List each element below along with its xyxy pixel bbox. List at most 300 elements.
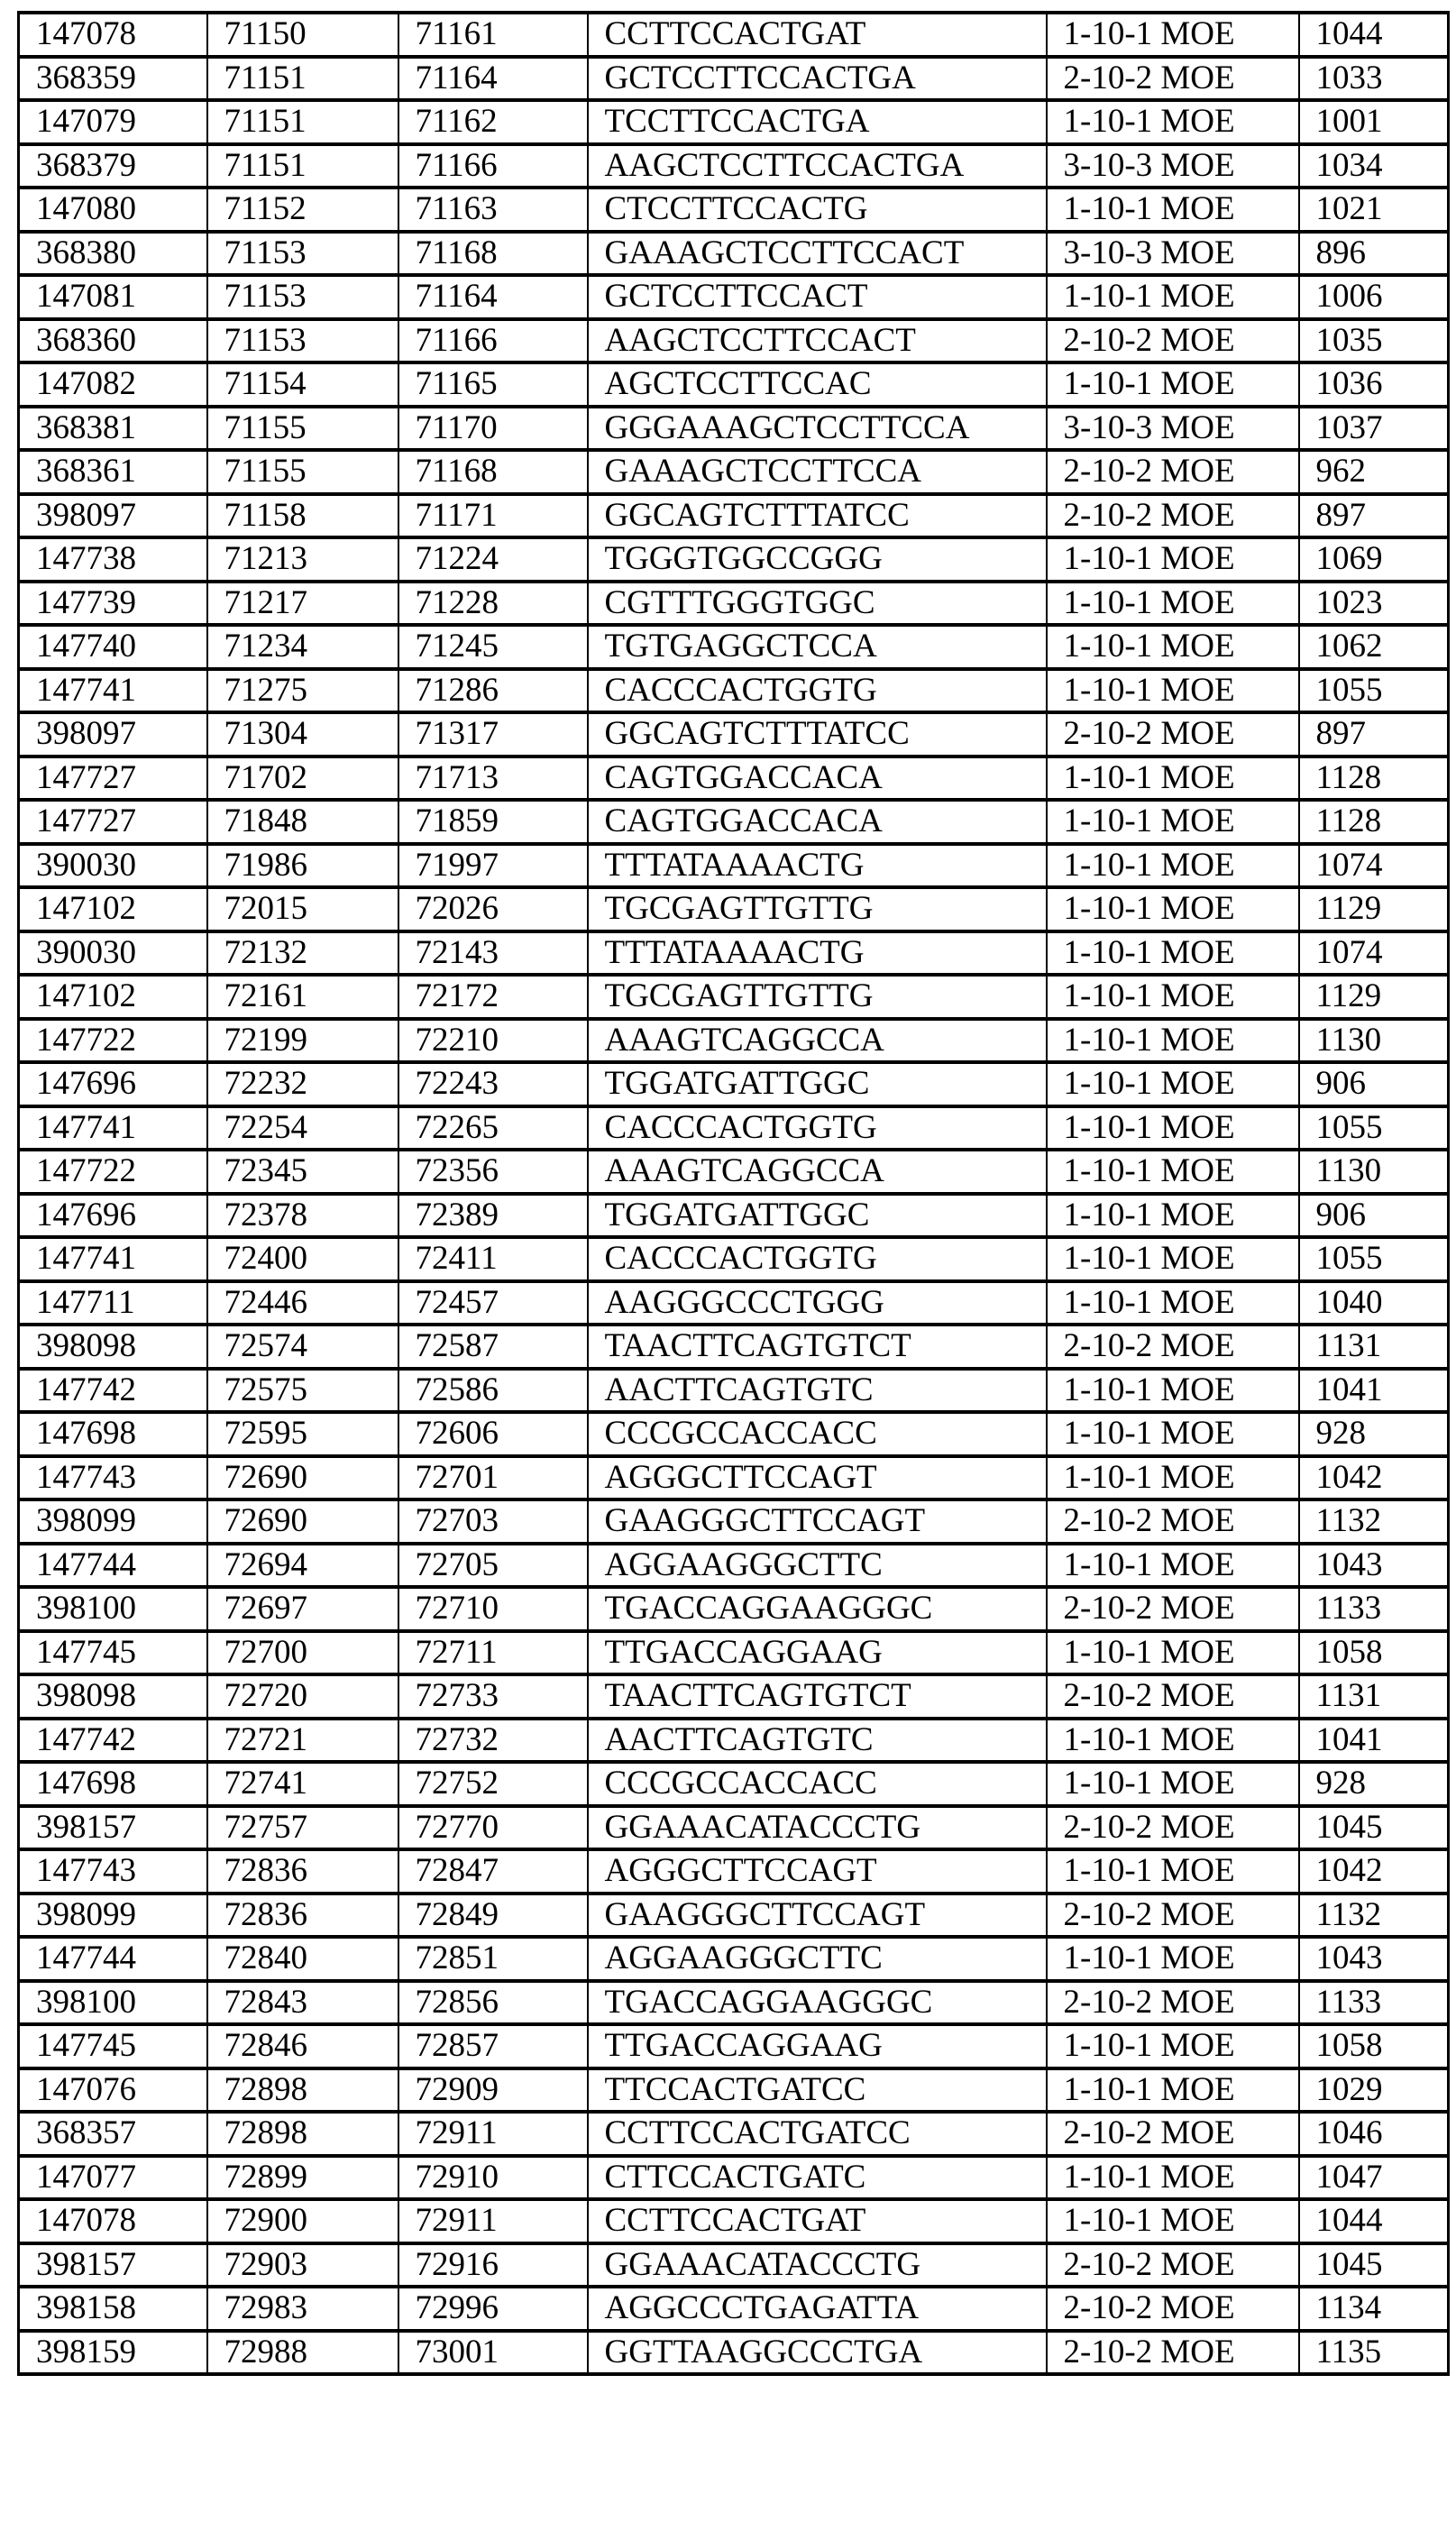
target-start-cell: 72721 — [207, 1719, 398, 1763]
seq-id-cell: 1046 — [1299, 2112, 1449, 2156]
target-stop-cell: 72265 — [398, 1106, 588, 1151]
chemistry-cell: 1-10-1 MOE — [1047, 2199, 1299, 2243]
target-stop-cell: 71170 — [398, 407, 588, 451]
sequence-cell: GCTCCTTCCACT — [588, 275, 1047, 319]
target-stop-cell: 71165 — [398, 362, 588, 407]
chemistry-cell: 2-10-2 MOE — [1047, 2112, 1299, 2156]
target-start-cell: 72899 — [207, 2156, 398, 2200]
isis-no-cell: 147078 — [19, 13, 207, 57]
sequence-cell: GAAAGCTCCTTCCACT — [588, 232, 1047, 276]
seq-id-cell: 1130 — [1299, 1150, 1449, 1194]
target-start-cell: 72700 — [207, 1631, 398, 1675]
chemistry-cell: 1-10-1 MOE — [1047, 2024, 1299, 2068]
sequence-cell: GAAGGGCTTCCAGT — [588, 1499, 1047, 1544]
sequence-cell: AGGCCCTGAGATTA — [588, 2287, 1047, 2331]
table-row — [19, 2287, 1449, 2331]
sequence-cell: CTCCTTCCACTG — [588, 188, 1047, 232]
chemistry-cell: 1-10-1 MOE — [1047, 362, 1299, 407]
target-start-cell: 72840 — [207, 1937, 398, 1981]
table-row — [19, 1237, 1449, 1281]
target-start-cell: 71155 — [207, 407, 398, 451]
seq-id-cell: 1042 — [1299, 1456, 1449, 1500]
table-row — [19, 712, 1449, 757]
isis-no-cell: 398097 — [19, 712, 207, 757]
seq-id-cell: 1074 — [1299, 844, 1449, 888]
target-stop-cell: 72705 — [398, 1544, 588, 1588]
target-start-cell: 71151 — [207, 144, 398, 188]
table-row — [19, 931, 1449, 976]
seq-id-cell: 1069 — [1299, 537, 1449, 582]
target-start-cell: 72446 — [207, 1281, 398, 1325]
target-start-cell: 72690 — [207, 1456, 398, 1500]
isis-no-cell: 147722 — [19, 1150, 207, 1194]
table-row — [19, 975, 1449, 1019]
seq-id-cell: 1058 — [1299, 1631, 1449, 1675]
seq-id-cell: 928 — [1299, 1412, 1449, 1456]
seq-id-cell: 1133 — [1299, 1587, 1449, 1631]
target-stop-cell: 71224 — [398, 537, 588, 582]
sequence-cell: GCTCCTTCCACTGA — [588, 57, 1047, 101]
target-start-cell: 71153 — [207, 232, 398, 276]
seq-id-cell: 1045 — [1299, 2243, 1449, 2288]
target-start-cell: 72690 — [207, 1499, 398, 1544]
isis-no-cell: 398097 — [19, 494, 207, 538]
chemistry-cell: 1-10-1 MOE — [1047, 1369, 1299, 1413]
sequence-cell: AACTTCAGTGTC — [588, 1369, 1047, 1413]
target-start-cell: 71848 — [207, 800, 398, 844]
sequence-cell: TTTATAAAACTG — [588, 931, 1047, 976]
table-row — [19, 625, 1449, 669]
target-stop-cell: 72701 — [398, 1456, 588, 1500]
chemistry-cell: 2-10-2 MOE — [1047, 1325, 1299, 1369]
target-start-cell: 72015 — [207, 887, 398, 931]
chemistry-cell: 1-10-1 MOE — [1047, 1106, 1299, 1151]
table-row — [19, 1806, 1449, 1850]
sequence-table — [17, 11, 1450, 2376]
target-stop-cell: 72210 — [398, 1019, 588, 1063]
isis-no-cell: 368379 — [19, 144, 207, 188]
target-start-cell: 71151 — [207, 57, 398, 101]
target-stop-cell: 71228 — [398, 582, 588, 626]
isis-no-cell: 147743 — [19, 1456, 207, 1500]
target-stop-cell: 71164 — [398, 57, 588, 101]
chemistry-cell: 1-10-1 MOE — [1047, 1937, 1299, 1981]
target-stop-cell: 72856 — [398, 1981, 588, 2025]
target-start-cell: 72254 — [207, 1106, 398, 1151]
seq-id-cell: 1023 — [1299, 582, 1449, 626]
isis-no-cell: 368381 — [19, 407, 207, 451]
target-stop-cell: 72172 — [398, 975, 588, 1019]
sequence-cell: TAACTTCAGTGTCT — [588, 1325, 1047, 1369]
chemistry-cell: 1-10-1 MOE — [1047, 100, 1299, 144]
chemistry-cell: 1-10-1 MOE — [1047, 669, 1299, 713]
sequence-cell: TGGATGATTGGC — [588, 1062, 1047, 1106]
table-row — [19, 13, 1449, 57]
seq-id-cell: 1037 — [1299, 407, 1449, 451]
chemistry-cell: 1-10-1 MOE — [1047, 1762, 1299, 1806]
chemistry-cell: 1-10-1 MOE — [1047, 275, 1299, 319]
table-row — [19, 319, 1449, 363]
seq-id-cell: 1040 — [1299, 1281, 1449, 1325]
target-stop-cell: 72770 — [398, 1806, 588, 1850]
sequence-cell: CTTCCACTGATC — [588, 2156, 1047, 2200]
seq-id-cell: 1044 — [1299, 13, 1449, 57]
sequence-cell: TTCCACTGATCC — [588, 2068, 1047, 2113]
target-stop-cell: 73001 — [398, 2331, 588, 2375]
sequence-cell: TTGACCAGGAAG — [588, 2024, 1047, 2068]
table-row — [19, 2156, 1449, 2200]
target-stop-cell: 71713 — [398, 757, 588, 801]
sequence-cell: CACCCACTGGTG — [588, 669, 1047, 713]
target-start-cell: 72741 — [207, 1762, 398, 1806]
target-stop-cell: 71317 — [398, 712, 588, 757]
sequence-cell: CCTTCCACTGAT — [588, 2199, 1047, 2243]
chemistry-cell: 1-10-1 MOE — [1047, 1631, 1299, 1675]
target-start-cell: 71986 — [207, 844, 398, 888]
seq-id-cell: 897 — [1299, 712, 1449, 757]
target-start-cell: 71234 — [207, 625, 398, 669]
target-stop-cell: 71859 — [398, 800, 588, 844]
sequence-cell: AGGAAGGGCTTC — [588, 1544, 1047, 1588]
isis-no-cell: 147743 — [19, 1849, 207, 1894]
chemistry-cell: 2-10-2 MOE — [1047, 1894, 1299, 1938]
target-stop-cell: 72847 — [398, 1849, 588, 1894]
chemistry-cell: 1-10-1 MOE — [1047, 582, 1299, 626]
sequence-cell: TGGATGATTGGC — [588, 1194, 1047, 1238]
isis-no-cell: 398099 — [19, 1499, 207, 1544]
target-start-cell: 72132 — [207, 931, 398, 976]
sequence-cell: GGCAGTCTTTATCC — [588, 494, 1047, 538]
chemistry-cell: 2-10-2 MOE — [1047, 494, 1299, 538]
target-start-cell: 72378 — [207, 1194, 398, 1238]
target-stop-cell: 72910 — [398, 2156, 588, 2200]
chemistry-cell: 2-10-2 MOE — [1047, 2287, 1299, 2331]
isis-no-cell: 398100 — [19, 1981, 207, 2025]
chemistry-cell: 2-10-2 MOE — [1047, 1499, 1299, 1544]
chemistry-cell: 1-10-1 MOE — [1047, 1062, 1299, 1106]
sequence-cell: CGTTTGGGTGGC — [588, 582, 1047, 626]
target-stop-cell: 72732 — [398, 1719, 588, 1763]
isis-no-cell: 147722 — [19, 1019, 207, 1063]
target-stop-cell: 72587 — [398, 1325, 588, 1369]
table-row — [19, 1981, 1449, 2025]
table-row — [19, 1719, 1449, 1763]
target-start-cell: 72574 — [207, 1325, 398, 1369]
sequence-cell: TTGACCAGGAAG — [588, 1631, 1047, 1675]
isis-no-cell: 398098 — [19, 1674, 207, 1719]
seq-id-cell: 1021 — [1299, 188, 1449, 232]
table-row — [19, 1894, 1449, 1938]
target-stop-cell: 71168 — [398, 232, 588, 276]
table-row — [19, 1456, 1449, 1500]
chemistry-cell: 2-10-2 MOE — [1047, 1587, 1299, 1631]
seq-id-cell: 1055 — [1299, 1106, 1449, 1151]
target-stop-cell: 72916 — [398, 2243, 588, 2288]
target-start-cell: 72697 — [207, 1587, 398, 1631]
sequence-cell: GAAAGCTCCTTCCA — [588, 450, 1047, 494]
target-stop-cell: 71286 — [398, 669, 588, 713]
table-row — [19, 407, 1449, 451]
chemistry-cell: 1-10-1 MOE — [1047, 2068, 1299, 2113]
table-row — [19, 1194, 1449, 1238]
isis-no-cell: 147744 — [19, 1937, 207, 1981]
table-row — [19, 1674, 1449, 1719]
chemistry-cell: 2-10-2 MOE — [1047, 2243, 1299, 2288]
isis-no-cell: 147740 — [19, 625, 207, 669]
target-stop-cell: 72911 — [398, 2112, 588, 2156]
seq-id-cell: 1036 — [1299, 362, 1449, 407]
target-start-cell: 72903 — [207, 2243, 398, 2288]
target-start-cell: 71153 — [207, 319, 398, 363]
target-stop-cell: 71163 — [398, 188, 588, 232]
chemistry-cell: 1-10-1 MOE — [1047, 887, 1299, 931]
target-stop-cell: 71161 — [398, 13, 588, 57]
seq-id-cell: 1006 — [1299, 275, 1449, 319]
target-stop-cell: 72243 — [398, 1062, 588, 1106]
table-row — [19, 2068, 1449, 2113]
chemistry-cell: 1-10-1 MOE — [1047, 844, 1299, 888]
sequence-cell: GGGAAAGCTCCTTCCA — [588, 407, 1047, 451]
chemistry-cell: 2-10-2 MOE — [1047, 57, 1299, 101]
isis-no-cell: 147696 — [19, 1194, 207, 1238]
sequence-cell: AACTTCAGTGTC — [588, 1719, 1047, 1763]
isis-no-cell: 368380 — [19, 232, 207, 276]
target-stop-cell: 72710 — [398, 1587, 588, 1631]
target-start-cell: 71153 — [207, 275, 398, 319]
target-start-cell: 71213 — [207, 537, 398, 582]
seq-id-cell: 1132 — [1299, 1499, 1449, 1544]
table-row — [19, 100, 1449, 144]
seq-id-cell: 928 — [1299, 1762, 1449, 1806]
target-stop-cell: 72911 — [398, 2199, 588, 2243]
seq-id-cell: 1129 — [1299, 887, 1449, 931]
sequence-cell: TGACCAGGAAGGGC — [588, 1981, 1047, 2025]
sequence-cell: AAGGGCCCTGGG — [588, 1281, 1047, 1325]
sequence-cell: TGCGAGTTGTTG — [588, 975, 1047, 1019]
table-row — [19, 2243, 1449, 2288]
chemistry-cell: 1-10-1 MOE — [1047, 537, 1299, 582]
chemistry-cell: 1-10-1 MOE — [1047, 931, 1299, 976]
chemistry-cell: 1-10-1 MOE — [1047, 1849, 1299, 1894]
isis-no-cell: 398099 — [19, 1894, 207, 1938]
table-row — [19, 144, 1449, 188]
seq-id-cell: 1128 — [1299, 757, 1449, 801]
seq-id-cell: 1035 — [1299, 319, 1449, 363]
target-stop-cell: 71168 — [398, 450, 588, 494]
target-start-cell: 72900 — [207, 2199, 398, 2243]
seq-id-cell: 1001 — [1299, 100, 1449, 144]
sequence-cell: CCTTCCACTGATCC — [588, 2112, 1047, 2156]
target-start-cell: 71155 — [207, 450, 398, 494]
table-row — [19, 1587, 1449, 1631]
target-stop-cell: 72857 — [398, 2024, 588, 2068]
target-stop-cell: 72711 — [398, 1631, 588, 1675]
table-row — [19, 1325, 1449, 1369]
isis-no-cell: 147077 — [19, 2156, 207, 2200]
sequence-cell: GGAAACATACCCTG — [588, 1806, 1047, 1850]
seq-id-cell: 1128 — [1299, 800, 1449, 844]
seq-id-cell: 1044 — [1299, 2199, 1449, 2243]
chemistry-cell: 2-10-2 MOE — [1047, 712, 1299, 757]
target-start-cell: 72846 — [207, 2024, 398, 2068]
seq-id-cell: 1043 — [1299, 1937, 1449, 1981]
isis-no-cell: 147698 — [19, 1762, 207, 1806]
isis-no-cell: 147727 — [19, 757, 207, 801]
seq-id-cell: 1062 — [1299, 625, 1449, 669]
target-start-cell: 71158 — [207, 494, 398, 538]
chemistry-cell: 1-10-1 MOE — [1047, 188, 1299, 232]
isis-no-cell: 147698 — [19, 1412, 207, 1456]
table-row — [19, 362, 1449, 407]
seq-id-cell: 1029 — [1299, 2068, 1449, 2113]
isis-no-cell: 398098 — [19, 1325, 207, 1369]
table-row — [19, 1499, 1449, 1544]
target-stop-cell: 71171 — [398, 494, 588, 538]
target-stop-cell: 72356 — [398, 1150, 588, 1194]
table-row — [19, 1106, 1449, 1151]
target-stop-cell: 71166 — [398, 319, 588, 363]
table-row — [19, 1544, 1449, 1588]
table-row — [19, 1281, 1449, 1325]
seq-id-cell: 1034 — [1299, 144, 1449, 188]
sequence-cell: TGTGAGGCTCCA — [588, 625, 1047, 669]
seq-id-cell: 1041 — [1299, 1719, 1449, 1763]
chemistry-cell: 1-10-1 MOE — [1047, 800, 1299, 844]
target-start-cell: 72836 — [207, 1894, 398, 1938]
isis-no-cell: 147696 — [19, 1062, 207, 1106]
table-row — [19, 188, 1449, 232]
table-row — [19, 582, 1449, 626]
seq-id-cell: 897 — [1299, 494, 1449, 538]
table-row — [19, 494, 1449, 538]
sequence-cell: CCCGCCACCACC — [588, 1412, 1047, 1456]
target-stop-cell: 72411 — [398, 1237, 588, 1281]
target-stop-cell: 72752 — [398, 1762, 588, 1806]
target-start-cell: 72988 — [207, 2331, 398, 2375]
table-row — [19, 2112, 1449, 2156]
seq-id-cell: 1135 — [1299, 2331, 1449, 2375]
chemistry-cell: 1-10-1 MOE — [1047, 1456, 1299, 1500]
isis-no-cell: 147078 — [19, 2199, 207, 2243]
chemistry-cell: 1-10-1 MOE — [1047, 975, 1299, 1019]
chemistry-cell: 3-10-3 MOE — [1047, 144, 1299, 188]
target-start-cell: 72400 — [207, 1237, 398, 1281]
chemistry-cell: 3-10-3 MOE — [1047, 407, 1299, 451]
sequence-cell: CAGTGGACCACA — [588, 800, 1047, 844]
isis-no-cell: 147741 — [19, 1237, 207, 1281]
table-row — [19, 887, 1449, 931]
isis-no-cell: 147076 — [19, 2068, 207, 2113]
chemistry-cell: 1-10-1 MOE — [1047, 1544, 1299, 1588]
isis-no-cell: 398159 — [19, 2331, 207, 2375]
isis-no-cell: 147079 — [19, 100, 207, 144]
isis-no-cell: 147102 — [19, 975, 207, 1019]
sequence-cell: AAGCTCCTTCCACTGA — [588, 144, 1047, 188]
table-row — [19, 1019, 1449, 1063]
sequence-cell: CAGTGGACCACA — [588, 757, 1047, 801]
isis-no-cell: 368361 — [19, 450, 207, 494]
target-stop-cell: 71162 — [398, 100, 588, 144]
chemistry-cell: 1-10-1 MOE — [1047, 1150, 1299, 1194]
isis-no-cell: 368360 — [19, 319, 207, 363]
target-stop-cell: 72851 — [398, 1937, 588, 1981]
chemistry-cell: 2-10-2 MOE — [1047, 450, 1299, 494]
seq-id-cell: 896 — [1299, 232, 1449, 276]
chemistry-cell: 2-10-2 MOE — [1047, 1674, 1299, 1719]
target-start-cell: 72843 — [207, 1981, 398, 2025]
target-start-cell: 71217 — [207, 582, 398, 626]
sequence-cell: AGGAAGGGCTTC — [588, 1937, 1047, 1981]
sequence-cell: CCCGCCACCACC — [588, 1762, 1047, 1806]
target-start-cell: 72595 — [207, 1412, 398, 1456]
isis-no-cell: 368359 — [19, 57, 207, 101]
target-stop-cell: 72143 — [398, 931, 588, 976]
target-start-cell: 71152 — [207, 188, 398, 232]
chemistry-cell: 1-10-1 MOE — [1047, 2156, 1299, 2200]
table-row — [19, 669, 1449, 713]
seq-id-cell: 906 — [1299, 1062, 1449, 1106]
target-stop-cell: 72849 — [398, 1894, 588, 1938]
isis-no-cell: 147739 — [19, 582, 207, 626]
sequence-cell: AAAGTCAGGCCA — [588, 1019, 1047, 1063]
seq-id-cell: 906 — [1299, 1194, 1449, 1238]
isis-no-cell: 390030 — [19, 844, 207, 888]
isis-no-cell: 147102 — [19, 887, 207, 931]
target-stop-cell: 72026 — [398, 887, 588, 931]
target-stop-cell: 72389 — [398, 1194, 588, 1238]
target-start-cell: 72199 — [207, 1019, 398, 1063]
seq-id-cell: 1041 — [1299, 1369, 1449, 1413]
isis-no-cell: 398158 — [19, 2287, 207, 2331]
table-row — [19, 800, 1449, 844]
seq-id-cell: 1045 — [1299, 1806, 1449, 1850]
target-stop-cell: 72586 — [398, 1369, 588, 1413]
isis-no-cell: 147745 — [19, 1631, 207, 1675]
target-stop-cell: 72733 — [398, 1674, 588, 1719]
seq-id-cell: 1055 — [1299, 669, 1449, 713]
isis-no-cell: 398100 — [19, 1587, 207, 1631]
isis-no-cell: 147745 — [19, 2024, 207, 2068]
target-stop-cell: 72909 — [398, 2068, 588, 2113]
chemistry-cell: 2-10-2 MOE — [1047, 319, 1299, 363]
chemistry-cell: 1-10-1 MOE — [1047, 1019, 1299, 1063]
target-start-cell: 72575 — [207, 1369, 398, 1413]
target-start-cell: 71150 — [207, 13, 398, 57]
isis-no-cell: 147082 — [19, 362, 207, 407]
target-stop-cell: 72996 — [398, 2287, 588, 2331]
seq-id-cell: 1042 — [1299, 1849, 1449, 1894]
table-row — [19, 2331, 1449, 2375]
sequence-cell: GGAAACATACCCTG — [588, 2243, 1047, 2288]
target-stop-cell: 71245 — [398, 625, 588, 669]
target-start-cell: 71275 — [207, 669, 398, 713]
sequence-cell: AAAGTCAGGCCA — [588, 1150, 1047, 1194]
chemistry-cell: 1-10-1 MOE — [1047, 1281, 1299, 1325]
target-start-cell: 72983 — [207, 2287, 398, 2331]
isis-no-cell: 147081 — [19, 275, 207, 319]
seq-id-cell: 1133 — [1299, 1981, 1449, 2025]
target-stop-cell: 72703 — [398, 1499, 588, 1544]
target-start-cell: 71151 — [207, 100, 398, 144]
target-start-cell: 72694 — [207, 1544, 398, 1588]
sequence-cell: AGGGCTTCCAGT — [588, 1849, 1047, 1894]
table-row — [19, 57, 1449, 101]
sequence-cell: TTTATAAAACTG — [588, 844, 1047, 888]
isis-no-cell: 368357 — [19, 2112, 207, 2156]
seq-id-cell: 1134 — [1299, 2287, 1449, 2331]
target-start-cell: 72836 — [207, 1849, 398, 1894]
chemistry-cell: 2-10-2 MOE — [1047, 2331, 1299, 2375]
